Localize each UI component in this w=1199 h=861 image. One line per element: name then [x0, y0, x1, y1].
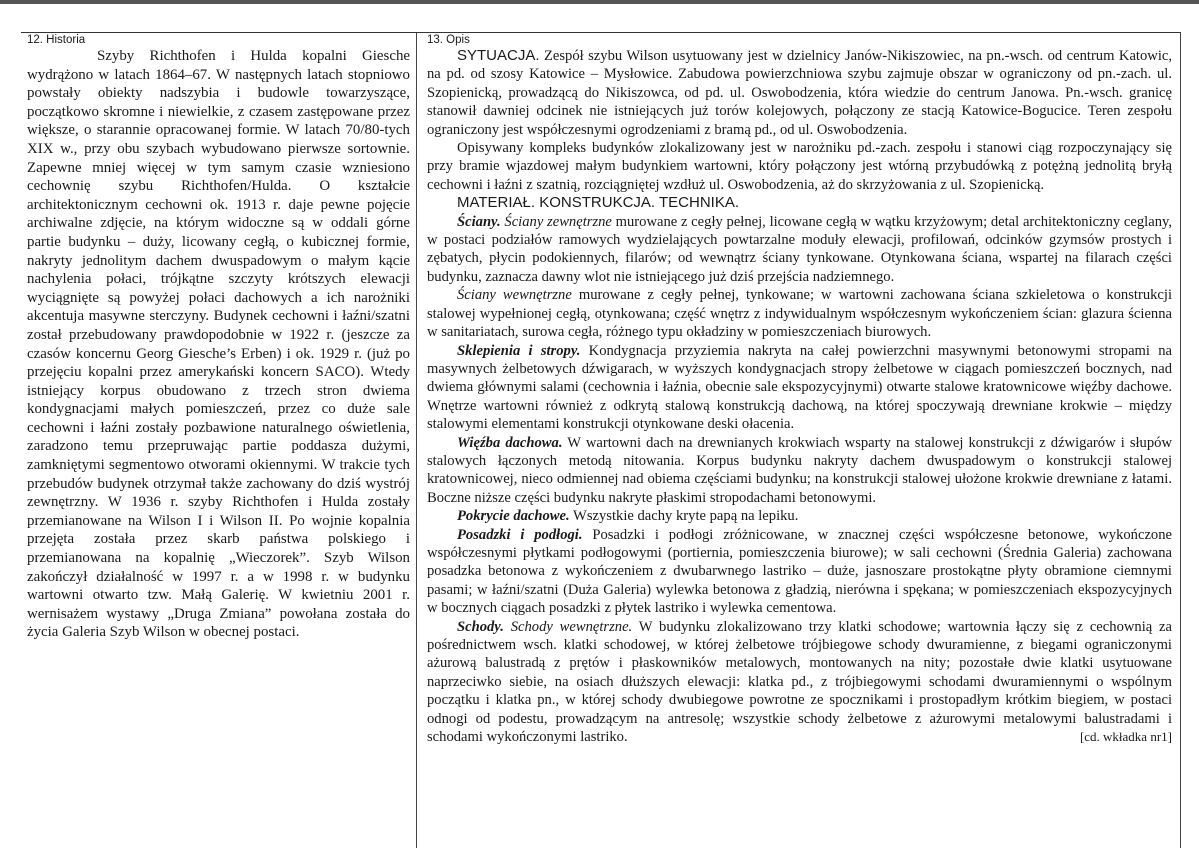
history-text: Szyby Richthofen i Hulda kopalni Giesche wydrążono w latach 1864–67. W następnych latach stopniowo powstały obiekty nadszybia i budowle towarzyszące, początkowo skromne i niewielkie, z czasem zastępowane przez większe, o starannie opracowanej formie. W latach 70/80-tych XIX w., przy obu szybach wybudowano pierwsze sortownie. Zapewne mniej więcej w tym samym czasie wzniesiono cechownię szybu Richthofen/Hulda. O kształcie architektonicznym cechowni ok. 1913 r. daje pewne pojęcie archiwalne zdjęcie, na którym widoczne są w oddali górne partie budynku – duży, licowany cegłą, o kubicznej formie, nakryty jednolitym dachem dwuspadowym o małym kącie nachylenia połaci, trójkątne szczyty krótszych elewacji wyciągnięte są powyżej połaci dachowych a ich narożniki akcentuja masywne sterczyny. Budynek cechowni i łaźni/szatni został przebudowany prawdopodobnie w 1922 r. (jeszcze za czasów koncernu Georg Giesche’s Erben) i ok. 1929 r. (już po przejęciu kopalni przez amerykański koncern SACO). Wtedy istniejący korpus obudowano z trzech stron dwiema kondygnacjami małych pomieszczeń, przez co duże sale cechowni i łaźni zostały pozbawione naturalnego oświetlenia, zaradzono temu przepruwając partie poddasza dużymi, zamkniętymi segmentowo otworami okiennymi. W trakcie tych przebudów budynek otrzymał także zachowany do dziś wystrój zewnętrzny. W 1936 r. szyby Richthofen i Hulda zostały przemianowane na Wilson I i Wilson II. Po wojnie kopalnia przejęta została przez skarb państwa polskiego i przemianowana na kopalnię „Wieczorek”. Szyb Wilson zakończył działalność w 1997 r. a w 1998 r. w budynku wartowni otwarto tzw. Małą Galerię. W kwietniu 2001 r. wernisażem wystawy „Druga Zmiana” powołana została do życia Galeria Szyb Wilson w obecnej postaci.: [27, 48, 410, 641]
stairs-text: W budynku zlokalizowano trzy klatki schodowe; wartownia łączy się z cechownią za pośrednictwem wsch. klatki schodowej, w której żelbetowe trójbiegowe schody dwuramienne, z biegami ograniczonymi ażurową balustradą z prętów i płaskowników metalowych, montowanych na nity; pozostałe dwie klatki usytuowane naprzeciwko siebie, na osiach dłuższych elewacji: klatka pd., z trójbiegowymi schodami dwuramiennymi o wspólnym początku i klatka pn., w której schody dwubiegowe powrotne ze spocznikami i prostopadłym krótkim biegiem, w postaci odnogi od podestu, prowadzącym na antresolę; wszystkie schody żelbetowe z ażurowymi metalowymi balustradami i schodami wykończonymi lastriko.: [427, 618, 1172, 746]
walls-text: murowane z cegły pełnej, licowane cegłą w wątku krzyżowym; detal architektoniczny ceglany, w postaci podziałów ramowych wydzielających powtarzalne moduły elewacji, profilowań, odcinków gzymsów prostych i zębatych, płycin podokiennych, filarów; od wewnątrz ściany tynkowane. Otynkowana ściana, wspartej na filarach części budynku, zaznacza dawny wlot nie istniejącego już dziś przejścia nadziemnego.: [427, 213, 1173, 285]
vaults-heading: Sklepienia i stropy.: [457, 342, 581, 359]
walls-interior-paragraph: [427, 286, 1172, 341]
stairs-sub: Schody wewnętrzne.: [510, 618, 633, 635]
floors-paragraph: [427, 526, 1172, 618]
stairs-heading: Schody.: [457, 618, 504, 635]
situation-heading: SYTUACJA.: [457, 47, 540, 64]
roofing-text: Wszystkie dachy kryte papą na lepiku.: [569, 508, 799, 525]
roof-truss-text: W wartowni dach na drewnianych krokwiach wsparty na stalowej konstrukcji z dźwigarów i słupów stalowych łączonych metodą nitowania. Korpus budynku nakryty dachem dwuspadowym o konstrukcji stalowej kratownicowej, nieco odmiennej nad obiema częściami budynku; na konstrukcji stalowej ułożone krokwie drewniane z łatami. Boczne niższe części budynku nakryte płaskimi stropodachami betonowymi.: [427, 434, 1172, 506]
continued-note: [cd. wkładka nr1]: [1079, 729, 1172, 745]
situation-text: Zespół szybu Wilson usytuowany jest w dzielnicy Janów-Nikiszowiec, na pn.-wsch. od centrum Katowic, na pd. od szosy Katowice – Mysłowice. Zabudowa powierzchniowa szybu zajmuje obszar w ograniczony od pn.-zach. ul. Szopienicką, prowadzącą do Nikiszowca, od pd. ul. Oswobodzenia, która wiedzie do centrum Janowa. Pn.-wsch. granicę stanowił dawniej odcinek nie istniejących już torów kolejowych, połączony ze stacją Katowice-Bogucice. Teren zespołu ograniczony jest współczesnymi ogrodzeniami z bramą pd., od ul. Oswobodzenia.: [427, 48, 1172, 138]
floors-heading: Posadzki i podłogi.: [457, 526, 583, 543]
roof-truss-paragraph: [427, 434, 1172, 508]
history-column: [21, 33, 417, 848]
description-column: [417, 33, 1181, 848]
walls-exterior-sub: Ściany zewnętrzne: [504, 213, 612, 230]
stairs-paragraph: [427, 618, 1172, 747]
roof-truss-heading: Więźba dachowa.: [457, 434, 563, 451]
material-heading: [427, 194, 1172, 212]
walls-interior-text: murowane z cegły pełnej, tynkowane; w wartowni zachowana ściana szkieletowa o konstrukcji stalowej wypełnionej cegłą, otynkowana; część wnętrz z indywidualnym współczesnym wykończeniem ścian: glazura ścienna w sanitariatach, surowa cegła, różnego typu okładziny w pomieszczeniach biurowych.: [427, 287, 1172, 341]
floors-text: Posadzki i podłogi zróżnicowane, w znacznej części współczesne betonowe, wykończone współczesnymi płytkami podłogowymi (portiernia, pomieszczenia biurowe); w sali cechowni (Średnia Galeria) zachowana posadzka betonowa z wykończeniem z dwubarwnego lastriko – duże, jasnoszare prostokątne płyty obramione ciemnymi pasami; w łaźni/szatni (Duża Galeria) wylewka betonowa z gładzią, nierówna i spękana; w pomieszczeniach ekspozycyjnych w bocznych ciągach posadzki z płytek lastriko i wylewka cementowa.: [427, 526, 1173, 617]
walls-heading: Ściany.: [457, 213, 501, 230]
situation-paragraph: [427, 47, 1172, 139]
walls-paragraph: [427, 213, 1172, 287]
material-heading-text: MATERIAŁ. KONSTRUKCJA. TECHNIKA.: [457, 194, 739, 212]
document-form: [21, 32, 1181, 848]
roofing-heading: Pokrycie dachowe.: [457, 508, 570, 525]
vaults-paragraph: [427, 342, 1172, 434]
walls-interior-sub: Ściany wewnętrzne: [457, 287, 572, 304]
history-label: 12. Historia: [27, 34, 86, 46]
scan-edge: [0, 0, 1199, 4]
vaults-text: Kondygnacja przyziemia nakryta na całej powierzchni masywnymi betonowymi stropami na masywnych żelbetowych dźwigarach, w wyższych kondygnacjach stropy żelbetowe w ciągach pomieszczeń bocznych, nad dwiema głównymi salami (cechownia i łaźnia, obecnie sale ekspozycyjnymi) otwarte stalowe kratownicowe więźby dachowe. Wnętrze wartowni również z odkrytą stalową konstrukcją dachową, na której spoczywają drewniane krokwie – między stalowymi elementami konstrukcji otynkowane deski ołacenia.: [427, 342, 1172, 433]
roofing-paragraph: [427, 507, 1172, 525]
description-label: 13. Opis: [427, 34, 470, 46]
complex-paragraph: Opisywany kompleks budynków zlokalizowany jest w narożniku pd.-zach. zespołu i stanowi ciąg rozpoczynający się przy bramie wjazdowej małym budynkiem wartowni, który połączony jest wtórną przybudówką z potężną jednolitą bryłą cechowni i łaźni z szatnią, rozciągniętej wzdłuż ul. Oswobodzenia, aż do skrzyżowania z ul. Szopienicką.: [427, 140, 1172, 193]
